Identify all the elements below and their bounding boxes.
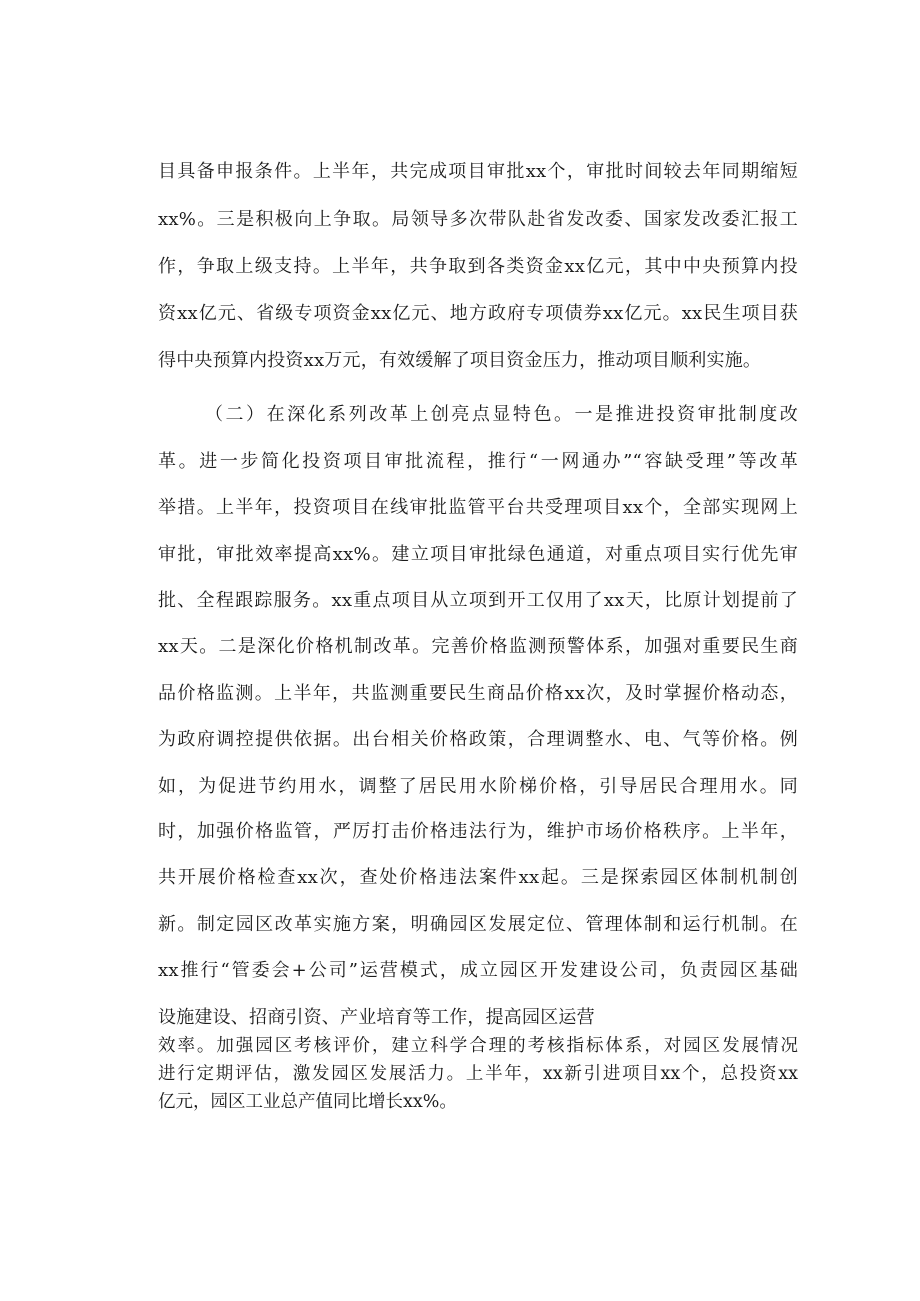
text-line: 亿元，园区工业总产值同比增长xx%。 — [158, 1092, 457, 1112]
text-line: 资xx亿元、省级专项资金xx亿元、地方政府专项债券xx亿元。xx民生项目获 — [158, 303, 798, 324]
text-line: 革。进一步简化投资项目审批流程，推行“一网通办”“容缺受理”等改革 — [158, 451, 798, 472]
text-line: 为政府调控提供依据。出台相关价格政策，合理调整水、电、气等价格。例 — [158, 729, 798, 750]
text-line: xx推行“管委会+公司”运营模式，成立园区开发建设公司，负责园区基础 — [158, 960, 798, 981]
text-line: 如，为促进节约用水，调整了居民用水阶梯价格，引导居民合理用水。同 — [158, 776, 798, 797]
text-line: 作，争取上级支持。上半年，共争取到各类资金xx亿元，其中中央预算内投 — [158, 256, 798, 277]
text-line: 设施建设、招商引资、产业培育等工作，提高园区运营 — [158, 1007, 595, 1028]
text-line: xx%。三是积极向上争取。局领导多次带队赴省发改委、国家发改委汇报工 — [158, 209, 798, 230]
text-line: 得中央预算内投资xx万元，有效缓解了项目资金压力，推动项目顺利实施。 — [158, 350, 762, 371]
text-line: 共开展价格检查xx次，查处价格违法案件xx起。三是探索园区体制机制创 — [158, 867, 798, 888]
text-line: 批、全程跟踪服务。xx重点项目从立项到开工仅用了xx天，比原计划提前了 — [158, 590, 798, 611]
text-line: 进行定期评估，激发园区发展活力。上半年，xx新引进项目xx个，总投资xx — [158, 1064, 798, 1084]
text-line: 效率。加强园区考核评价，建立科学合理的考核指标体系，对园区发展情况 — [158, 1036, 798, 1056]
text-line: 时，加强价格监管，严厉打击价格违法行为，维护市场价格秩序。上半年， — [158, 821, 798, 842]
text-line: 新。制定园区改革实施方案，明确园区发展定位、管理体制和运行机制。在 — [158, 914, 798, 935]
text-line: 举措。上半年，投资项目在线审批监管平台共受理项目xx个，全部实现网上 — [158, 497, 798, 518]
section-heading-line: （二）在深化系列改革上创亮点显特色。一是推进投资审批制度改 — [205, 404, 798, 425]
text-line: 品价格监测。上半年，共监测重要民生商品价格xx次，及时掌握价格动态， — [158, 683, 798, 704]
text-line: 目具备申报条件。上半年，共完成项目审批xx个，审批时间较去年同期缩短 — [158, 161, 798, 182]
text-line: xx天。二是深化价格机制改革。完善价格监测预警体系，加强对重要民生商 — [158, 636, 798, 657]
text-line: 审批，审批效率提高xx%。建立项目审批绿色通道，对重点项目实行优先审 — [158, 544, 798, 565]
